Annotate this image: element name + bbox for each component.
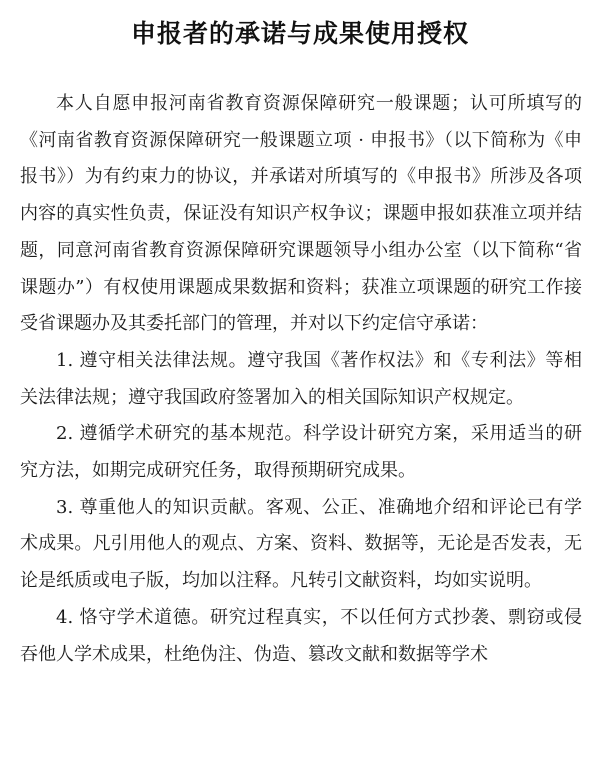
document-body <box>20 86 582 673</box>
commitment-item-2: 2. 遵循学术研究的基本规范。科学设计研究方案，采用适当的研究方法，如期完成研究任务，取得预期研究成果。 <box>20 423 582 482</box>
document-title: 申报者的承诺与成果使用授权 <box>130 19 469 48</box>
intro-paragraph: 本人自愿申报河南省教育资源保障研究一般课题；认可所填写的《河南省教育资源保障研究一般课题立项 · 申报书》（以下简称为《申报书》）为有约束力的协议，并承诺对所填写的《申报书》所涉及各项内容的真实性负责，保证没有知识产权争议；课题申报如获准立项并结题，同意河南省教育资源保障研究课题领导小组办公室（以下简称“省课题办”）有权使用课题成果数据和资料；获准立项课题的研究工作接受省课题办及其委托部门的管理，并对以下约定信守承诺： <box>20 93 582 335</box>
commitment-item-3: 3. 尊重他人的知识贡献。客观、公正、准确地介绍和评论已有学术成果。凡引用他人的观点、方案、资料、数据等，无论是否发表，无论是纸质或电子版，均加以注释。凡转引文献资料，均如实说明。 <box>20 496 582 592</box>
commitment-item-1: 1. 遵守相关法律法规。遵守我国《著作权法》和《专利法》等相关法律法规；遵守我国政府签署加入的相关国际知识产权规定。 <box>20 349 582 408</box>
commitment-item-4: 4. 恪守学术道德。研究过程真实，不以任何方式抄袭、剽窃或侵吞他人学术成果，杜绝伪注、伪造、篡改文献和数据等学术 <box>20 606 582 665</box>
